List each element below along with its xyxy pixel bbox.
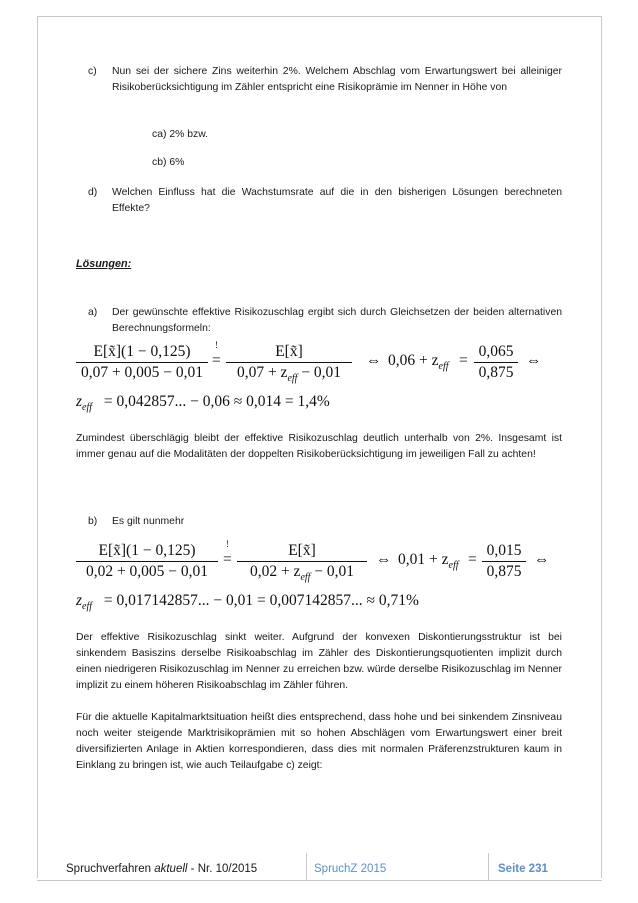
iff-b1: ⇔ (376, 551, 392, 568)
fraction-b-value-num: 0,015 (486, 542, 522, 559)
equation-a2: $z_{eff} = 0,042857$... − 0,06 ≈ 0,014 = 1,4% (76, 393, 330, 414)
solution-b-text: Es gilt nunmehr (112, 516, 185, 527)
equation-b1 (76, 539, 550, 584)
footer-separator-2 (488, 853, 489, 881)
equals-a2: = (459, 352, 468, 369)
solution-b-intro (88, 514, 562, 530)
fraction-a-rhs-den: $0,07 + z_{eff} - 0,01$ (226, 362, 352, 384)
solution-b-paragraph-2: Für die aktuelle Kapitalmarktsituation heißt dies entsprechend, dass hohe und bei sinkendem Zinsniveau noch weiter steigende Marktrisikoprämien mit so hohen Abschlägen vom Erwartungswert einer breit diversifizierten Anlage in Aktien korrespondieren, dass dies mit normalen Präferenzstrukturen kaum in Einklang zu bringen ist, wie auch Teilaufgabe c) zeigt: (76, 712, 562, 771)
term-b-mid: $0,01 + z_{eff}$ (398, 551, 459, 572)
fraction-a-value-num: 0,065 (478, 343, 514, 360)
task-c-text: Nun sei der sichere Zins weiterhin 2%. Welchem Abschlag vom Erwartungswert bei alleiniger Risikoberücksichtigung im Zähler entspricht eine Risikoprämie im Nenner in Höhe von (112, 66, 562, 93)
footer-rule (37, 880, 602, 881)
equals-a1: = (212, 352, 221, 369)
iff-b2: ⇔ (534, 551, 550, 568)
fraction-a-value (474, 343, 518, 382)
definition-mark-b: ! (226, 539, 229, 549)
fraction-b-rhs-den: $0,02 + z_{eff} - 0,01$ (237, 561, 367, 583)
iff-a1: ⇔ (366, 352, 382, 369)
task-c (88, 64, 562, 96)
definition-mark-a: ! (215, 340, 218, 350)
fraction-b-lhs-num: E[x̃](1 − 0,125) (98, 542, 196, 559)
fraction-b-value-den: 0,875 (482, 561, 526, 581)
fraction-b-value (482, 542, 526, 581)
equals-b2: = (468, 551, 477, 568)
fraction-a-lhs (76, 343, 208, 382)
footer-separator-1 (306, 853, 307, 881)
fraction-b-lhs-den: 0,02 + 0,005 − 0,01 (76, 561, 218, 581)
task-d-text: Welchen Einfluss hat die Wachstumsrate auf die in den bisherigen Lösungen berechneten Effekte? (112, 187, 562, 214)
fraction-a-rhs-num: E[x̃] (275, 343, 303, 360)
fraction-a-lhs-den: 0,07 + 0,005 − 0,01 (76, 362, 208, 382)
task-d-letter: d) (88, 187, 98, 198)
task-ca: ca) 2% bzw. (152, 129, 209, 140)
solution-a-letter: a) (88, 307, 98, 318)
solution-a-intro (88, 305, 562, 337)
equation-a1 (76, 340, 546, 385)
iff-a2: ⇔ (526, 352, 542, 369)
term-a-mid: $0,06 + z_{eff}$ (388, 352, 449, 373)
fraction-a-lhs-num: E[x̃](1 − 0,125) (93, 343, 191, 360)
solution-a-text: Der gewünschte effektive Risikozuschlag ergibt sich durch Gleichsetzen der beiden alternativen Berechnungsformeln: (112, 307, 562, 334)
equation-b2: $z_{eff} = 0,017142857$... − 0,01 = 0,007142857... ≈ 0,71% (76, 592, 419, 613)
footer-center: SpruchZ 2015 (314, 863, 387, 875)
fraction-b-rhs-num: E[x̃] (288, 542, 316, 559)
solution-a-conclusion: Zumindest überschlägig bleibt der effektive Risikozuschlag deutlich unterhalb von 2%. Insgesamt ist immer genau auf die Modalitäten der doppelten Risikoberücksichtigung im jeweiligen Fall zu achten! (76, 433, 562, 460)
task-d (88, 185, 562, 217)
solutions-heading: Lösungen: (76, 258, 132, 270)
solution-b-paragraph-1: Der effektive Risikozuschlag sinkt weiter. Aufgrund der konvexen Diskontierungsstruktur ist bei sinkendem Basiszins derselbe Risikoabschlag im Zähler des Diskontierungsquotienten implizit durch einen niedrigeren Risikozuschlag im Nenner zu erreichen bzw. würde derselbe Risikozuschlag im Nenner implizit zu einem höheren Risikoabschlag im Zähler führen. (76, 632, 562, 691)
fraction-a-value-den: 0,875 (474, 362, 518, 382)
fraction-a-rhs (226, 343, 352, 384)
footer-journal: Spruchverfahren aktuell - Nr. 10/2015 (66, 863, 258, 875)
fraction-b-lhs (76, 542, 218, 581)
task-c-letter: c) (88, 66, 97, 77)
task-cb: cb) 6% (152, 157, 185, 168)
solution-b-letter: b) (88, 516, 98, 527)
fraction-b-rhs (237, 542, 367, 583)
equals-b1: = (223, 551, 232, 568)
footer-page-number: Seite 231 (498, 863, 548, 875)
